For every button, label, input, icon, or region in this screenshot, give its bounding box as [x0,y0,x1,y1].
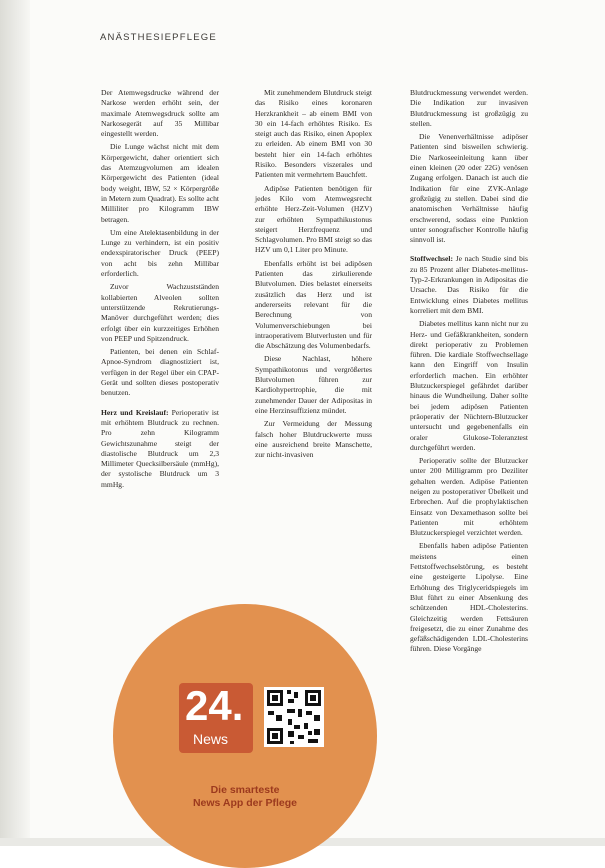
paragraph: Ebenfalls haben adipöse Patienten meistens einen Fettstoffwechselstörung, es besteht eine gesteigerte Lipolyse. Eine Erhöhung des Triglyceridspiegels im Blut führt zu einer Absenkung des schützenden HDL-Cholesterins. Gleichzeitig werden Fettsäuren freigesetzt, die zu einer Zunahme des gefäßschädigenden LDL-Cholesterins führen. Diese Vorgänge [410,541,528,654]
subheading: Herz und Kreislauf: [101,407,169,417]
paragraph: Mit zunehmendem Blutdruck steigt das Risiko eines koronaren Herzkrankheit – ab einem BMI von 30 ein 14-fach erhöhtes Risiko. Es steigt auch das Risiko, einen Apoplex zu erleiden. Ab einem BMI von 30 besteht hier ein 14-fach erhöhtes Risiko. Besonders viszerales und Patienten mit vermehrtem Bauchfett. [255,88,372,180]
article-column-2 [255,88,372,463]
subheading: Stoffwechsel: [410,254,454,264]
news-app-logo [179,683,253,753]
paragraph: Die Lunge wächst nicht mit dem Körpergewicht, daher orientiert sich das Atemzugvolumen am idealen Körpergewicht des Patienten (ideal body weight, IBW, 52 × Körpergröße in Metern zum Quadrat). Es sollte acht Milliliter pro Kilogramm IBW betragen. [101,142,219,224]
paragraph: Die Venenverhältnisse adipöser Patienten sind bisweilen schwierig. Die Narkoseeinleitung kann über einen kleinen (20 oder 22G) venösen Zugang erfolgen. Danach ist auch die Indikation für eine ZVK-Anlage großzügig zu stellen. Dabei sind die anatomischen Verhältnisse häufig erschwerend, sodass eine Punktion unter sonografischer Kontrolle häufig sinnvoll ist. [410,132,528,245]
logo-number: 24. [185,682,244,729]
paragraph-metabolism [410,254,528,316]
paragraph: Der Atemwegsdrucke während der Narkose werden erhöht sein, der maximale Atemwegsdruck sollte am Narkosegerät auf 35 Millibar eingestellt werden. [101,88,219,139]
paragraph: Perioperativ sollte der Blutzucker unter 200 Milligramm pro Deziliter gehalten werden. Adipöse Patienten neigen zu postoperativer Übelkeit und Erbrechen. Auf die prophylaktischen Einsatz von Dexamethason sollte bei Patienten mit erhöhtem Blutzuckerspiegel verzichtet werden. [410,456,528,538]
paragraph-text: Je nach Studie sind bis zu 85 Prozent aller Diabetes-mellitus-Typ-2-Erkrankungen in Adipositas die Ursache. Das Risiko für die Entwicklung eines Diabetes mellitus korreliert mit dem BMI. [410,254,529,315]
ad-tagline-line: Die smarteste [210,784,280,796]
paragraph: Adipöse Patienten benötigen für jedes Kilo vom Atemwegsrecht erhöhte Herz-Zeit-Volumen (HZV) zur erhöhten Sympathikustonus steigert Herzfrequenz und Schlagvolumen. Pro BMI steigt so das HZV um 0,1 Liter pro Minute. [255,183,372,255]
article-column-3 [410,88,528,658]
paragraph-text: Perioperativ ist mit erhöhtem Blutdruck zu rechnen. Pro zehn Kilogramm Gewichtszunahme steigt der diastolische Blutdruck um 2,3 Millimeter Quecksilbersäule (mmHg), der systolische Blutdruck um 3 mmHg. [101,407,219,489]
paragraph: Um eine Atelektasenbildung in der Lunge zu verhindern, ist ein positiv endexspiratorischer Druck (PEEP) von acht bis zehn Millibar erforderlich. [101,227,219,279]
section-header: ANÄSTHESIEPFLEGE [100,32,217,43]
paragraph: Diese Nachlast, höhere Sympathikotonus und vergrößertes Blutvolumen führen zur Kardiohypertrophie, die mit zunehmender Dauer der Adipositas in eine Herzinsuffizienz mündet. [255,354,372,415]
paragraph: Zuvor Wachzustständen kollabierten Alveolen sollten unterstützende Rekrutierungs-Manöver durchgeführt werden; dies erfolgt über ein kurzzeitiges Erhöhen von PEEP und Spitzendruck. [101,282,219,343]
ad-tagline-line: News App der Pflege [192,797,298,809]
scan-margin [0,0,30,846]
ad-tagline [160,784,330,810]
qr-code-icon[interactable] [264,687,324,747]
paragraph: Patienten, bei denen ein Schlaf-Apnoe-Syndrom diagnostiziert ist, verfügen in der Regel über ein CPAP-Gerät und sollten dieses postoperativ benutzen. [101,347,219,398]
article-column-1 [101,88,219,493]
paragraph: Ebenfalls erhöht ist bei adipösen Patienten das zirkulierende Blutvolumen. Dies belastet einerseits zusätzlich das Herz und ist andererseits relevant für die Berechnung von Volumenverschiebungen bei intraoperativem Blutverlusten und für die Abschätzung des Volumenbedarfs. [255,258,372,351]
paragraph: Diabetes mellitus kann nicht nur zu Herz- und Gefäßkrankheiten, sondern direkt perioperativ zu Problemen führen. Die kardiale Stoffwechsellage kann den Eingriff von Insulin erforderlich machen. Ein erhöhter Blutzuckerspiegel gefährdet darüber hinaus die Wundheilung. Daher sollte bei jedem adipösen Patienten präoperativ der Nüchtern-Blutzucker untersucht und gegebenenfalls ein oraler Glukose-Toleranztest durchgeführt werden. [410,319,528,452]
logo-word: News [193,731,229,747]
paragraph-heart-circulation [101,408,219,490]
paragraph: Zur Vermeidung der Messung falsch hoher Blutdruckwerte muss eine ausreichend breite Manschette, zur nicht-invasiven [255,419,372,460]
paragraph: Blutdruckmessung verwendet werden. Die Indikation zur invasiven Blutdruckmessung ist großzügig zu stellen. [410,88,528,128]
